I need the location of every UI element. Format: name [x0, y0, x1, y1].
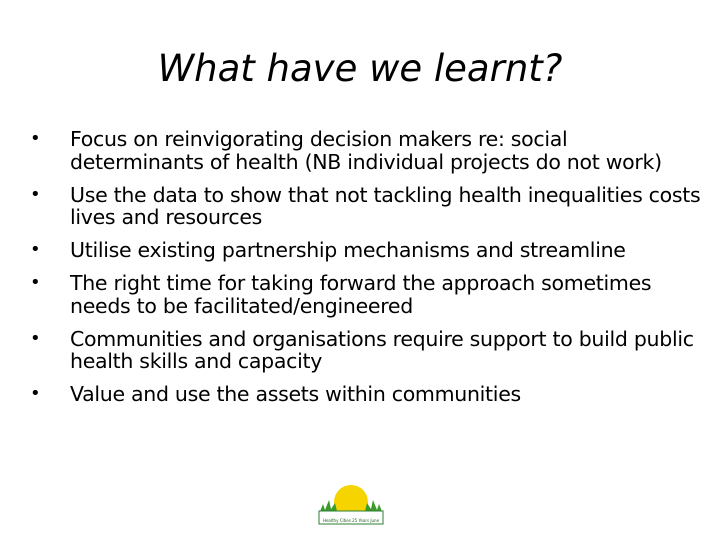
bullet-item: [30, 328, 702, 373]
bullet-marker: •: [30, 272, 41, 293]
bullet-item: [30, 239, 702, 262]
bullet-text: The right time for taking forward the approach sometimes needs to be facilitated/engineered: [70, 271, 652, 318]
bullet-marker: •: [30, 327, 41, 349]
bullet-text: Value and use the assets within communities: [70, 382, 521, 406]
bullet-item: [30, 184, 702, 229]
bullet-marker: •: [30, 128, 41, 149]
bullet-marker: •: [30, 383, 41, 404]
bullet-marker: •: [30, 239, 41, 260]
bullet-text: Utilise existing partnership mechanisms and streamline: [70, 238, 626, 262]
bullet-list: [30, 128, 702, 416]
healthy-cities-logo: [317, 480, 385, 525]
bullet-item: [30, 272, 702, 317]
bullet-item: [30, 128, 702, 173]
slide-title: What have we learnt?: [157, 47, 563, 90]
bullet-item: [30, 383, 702, 406]
logo-caption: Healthy Cities 25 Years June: [322, 518, 380, 523]
bullet-marker: •: [30, 183, 41, 205]
bullet-text: Use the data to show that not tackling health inequalities costs lives and resources: [70, 182, 701, 229]
bullet-text: Communities and organisations require support to build public health skills and capacity: [70, 326, 694, 373]
bullet-text: Focus on reinvigorating decision makers re: social determinants of health (NB individual projects do not work): [70, 127, 662, 174]
